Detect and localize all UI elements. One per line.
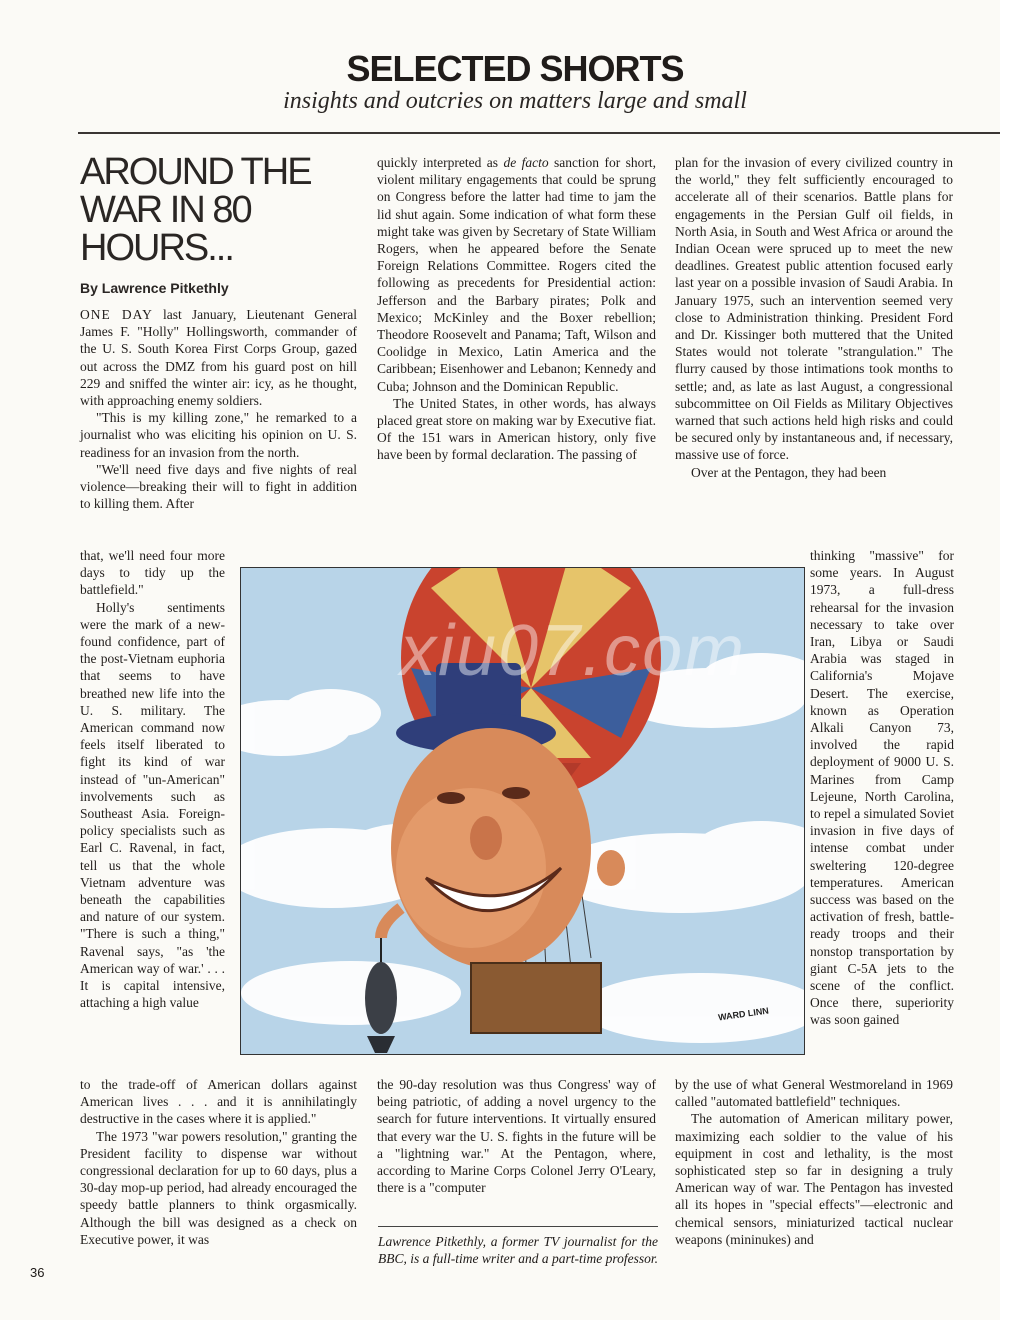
paragraph: The United States, in other words, has always placed great store on making war by Executive fiat. Of the 151 wars in American history, only five have been by formal declaration. The passing of <box>377 395 656 463</box>
paragraph: The automation of American military power, maximizing each soldier to the value of his equipment in cost and lethality, is the most sophisticated step so far in designing a truly American way of war. The Pentagon has invested all its hopes in "special effects"—electronic and chemical sensors, miniaturized tactical nuclear weapons (mininukes) and <box>675 1111 953 1247</box>
paragraph: "This is my killing zone," he remarked to a journalist who was eliciting his opinion on U. S. readiness for an invasion from the north. <box>80 410 357 460</box>
section-subtitle: insights and outcries on matters large and small <box>283 88 747 114</box>
paragraph: "We'll need five days and five nights of real violence—breaking their will to fight in addition to killing them. After <box>80 461 357 512</box>
artist-signature: WARD LINN <box>717 1005 770 1023</box>
italic-text: de facto <box>503 155 549 170</box>
article-byline: By Lawrence Pitkethly <box>80 280 229 296</box>
paragraph-text: sanction for short, violent military engagements that could be sprung on Congress before the latter had time to jam the lid shut again. Some indication of what form these might take was given by Secretary of State William Rogers, when he appeared before the Senate Foreign Relations Committee. Rogers cited the following as precedents for Presidential action: Jefferson and the Barbary pirates; Polk and Mexico; McKinley and the Boxer rebellion; Theodore Roosevelt and Panama; Taft, Wilson and Coolidge in Mexico, Latin America and the Caribbean; Eisenhower and Lebanon; Kennedy and Cuba; Johnson and the Dominican Republic. <box>377 155 656 394</box>
lead-in: ONE DAY <box>80 307 153 322</box>
paragraph: thinking "massive" for some years. In August 1973, a full-dress rehearsal for the invasion necessary to take over Iran, Libya or Saudi Arabia was staged in California's Mojave Desert. The exercise, known as Operation Alkali Canyon 73, involved the rapid deployment of 9000 U. S. Marines from Camp Lejeune, North Carolina, to repel a simulated Soviet invasion in five days of intense combat under sweltering 120-degree temperatures. American success was based on the activation of fresh, battle-ready troops and their nonstop transportation by giant C-5A jets to the scene of the conflict. Once there, superiority was soon gained <box>810 548 954 1028</box>
paragraph: Over at the Pentagon, they had been <box>691 464 887 480</box>
column-1-top <box>80 306 357 512</box>
balloon-basket <box>471 963 601 1033</box>
paragraph-text: last January, Lieutenant General James F. "Holly" Hollingsworth, commander of the U. S. South Korea First Corps Group, gazed out across the DMZ from his guard post on hill 229 and sniffed the winter air: icy, as he thought, with approaching enemy soldiers. <box>80 307 357 409</box>
paragraph: Holly's sentiments were the mark of a new-found confidence, part of the post-Vietnam euphoria that seems to have breathed new life into the U. S. military. The American command now feels itself liberated to fight its kind of war instead of "un-American" involvements such as Southeast Asia. Foreign-policy specialists such as Earl C. Ravenal, in fact, tell us that the whole Vietnam adventure was beneath the capabilities and nature of our system. "There is such a thing," Ravenal says, "as 'the American way of war.' . . . It is capital intensive, attaching a high value <box>80 599 225 1011</box>
column-3-wrap <box>810 547 954 1029</box>
article-headline: AROUND THE WAR IN 80 HOURS... <box>80 151 311 269</box>
paragraph: by the use of what General Westmoreland in 1969 called "automated battlefield" techniques. <box>675 1077 953 1110</box>
paragraph <box>377 154 656 395</box>
column-2-top <box>377 154 656 464</box>
paragraph: the 90-day resolution was thus Congress' way of being patriotic, of adding a novel urgency to the search for future interventions. It virtually ensured that every war the U. S. fights in the future will be a "lightning war." At the Pentagon, where, according to Marine Corps Colonel Jerry O'Leary, there is a "computer <box>377 1077 656 1196</box>
author-bio: Lawrence Pitkethly, a former TV journalist for the BBC, is a full-time writer and a part-time professor. <box>378 1226 658 1267</box>
section-title: SELECTED SHORTS <box>346 48 684 89</box>
column-2-bottom <box>377 1076 656 1196</box>
column-1-bottom <box>80 1076 357 1248</box>
paragraph: that, we'll need four more days to tidy up the battlefield." <box>80 548 225 598</box>
caricature-face <box>391 728 591 968</box>
paragraph-text: quickly interpreted as <box>377 155 504 170</box>
column-3-top <box>675 154 953 481</box>
column-3-bottom <box>675 1076 953 1248</box>
watermark: xiu07.com <box>400 611 747 691</box>
masthead-rule <box>78 132 1000 134</box>
page-number: 36 <box>30 1265 45 1280</box>
paragraph: The 1973 "war powers resolution," granting the President facility to dispense war without congressional declaration for up to 60 days, plus a 30-day mop-up period, had already encouraged the speedy battle planners to think orgasmically. Although the bill was designed as a check on Executive power, it was <box>80 1128 357 1247</box>
hand-right <box>597 850 625 886</box>
paragraph <box>80 306 357 409</box>
paragraph: to the trade-off of American dollars against American lives . . . and it is annihilatingly destructive in the cases where it is applied." <box>80 1077 357 1127</box>
paragraph: plan for the invasion of every civilized country in the world," they felt sufficiently encouraged to accelerate all of their scenarios. Battle plans for engagements in the Persian Gulf oil fields, in North Asia, in South and West Africa or around the Indian Ocean were spruced up to meet the new deadlines. Greatest public attention focused early last year on a possible invasion of Saudi Arabia. In January 1975, such an intervention seemed very close to Administration thinking. President Ford and Dr. Kissinger both muttered that the United States would not tolerate "strangulation." The flurry caused by those intimations took months to settle; and, as late as last August, a congressional subcommittee on Oil Fields as Military Objectives warned that such actions held high risks and could be secured only by instantaneous and, if necessary, massive use of force. <box>675 155 953 463</box>
column-1-wrap <box>80 547 225 1011</box>
